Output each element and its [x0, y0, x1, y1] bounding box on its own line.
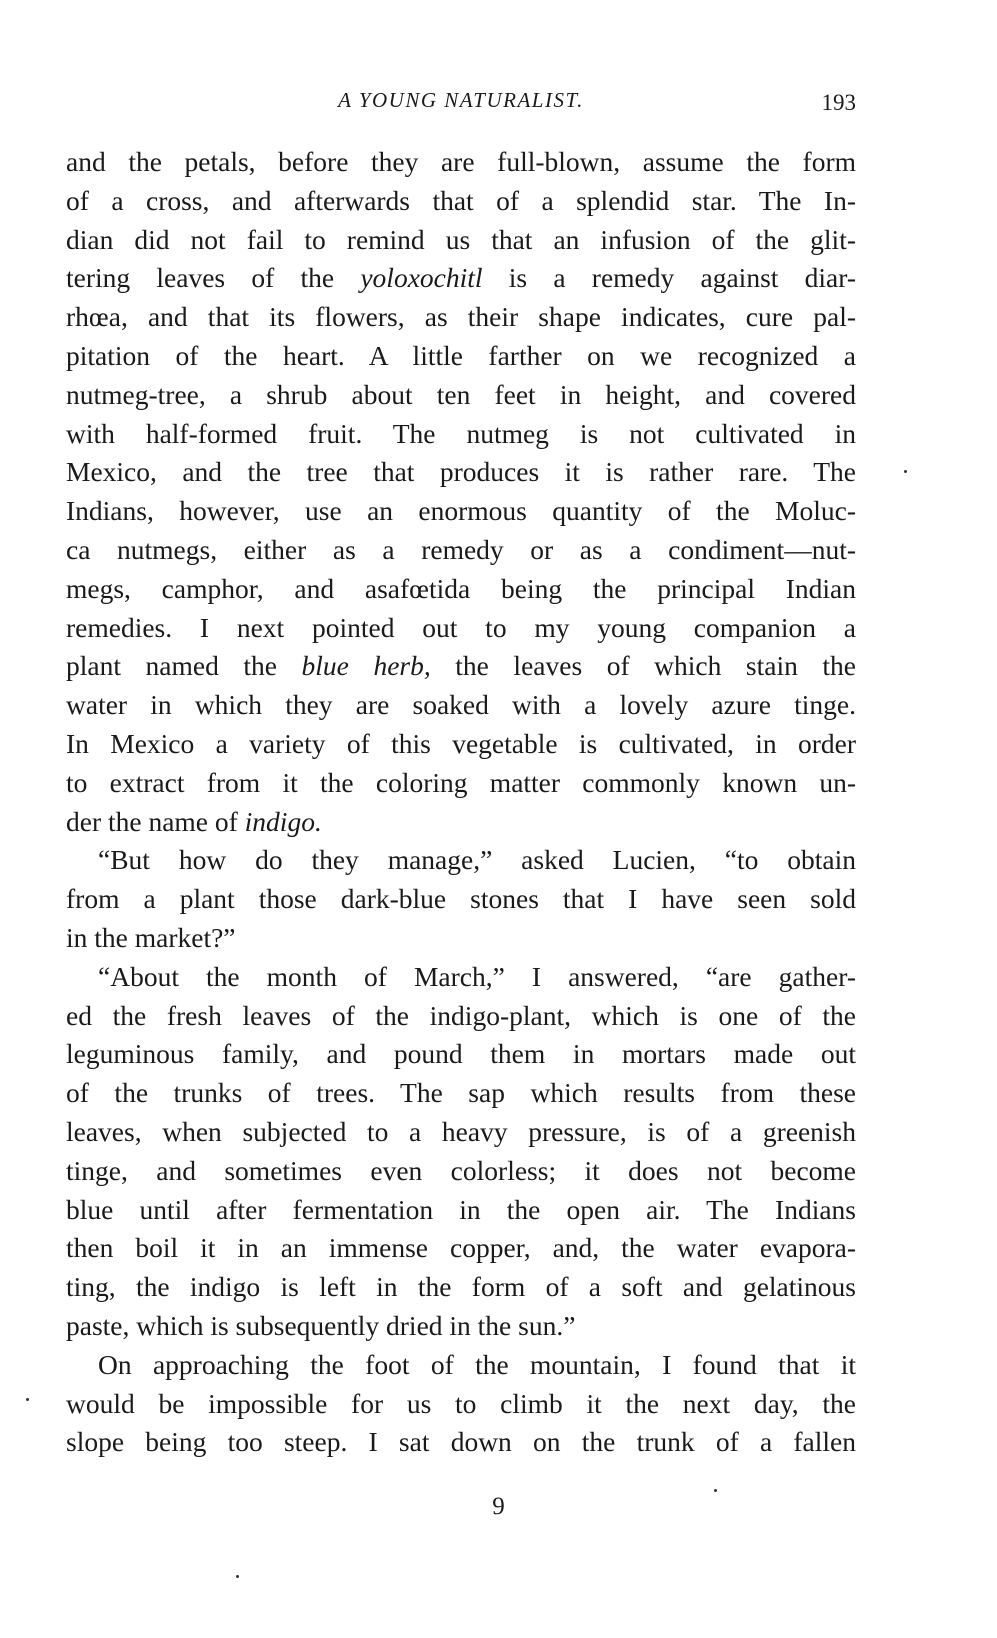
scan-speck	[236, 1575, 239, 1578]
text-line: remedies. I next pointed out to my young companion a	[66, 611, 856, 643]
text-line: nutmeg-tree, a shrub about ten feet in height, and covered	[66, 378, 856, 410]
text-line: Mexico, and the tree that produces it is rather rare. The	[66, 456, 856, 488]
text-line: ca nutmegs, either as a remedy or as a condiment—nut-	[66, 533, 856, 565]
text-line: of the trunks of trees. The sap which results from these	[66, 1077, 856, 1109]
italic-term: yoloxochitl	[360, 262, 483, 294]
text-line: and the petals, before they are full-blown, assume the form	[66, 146, 856, 177]
paragraph-end-line: paste, which is subsequently dried in the sun.”	[66, 1309, 576, 1341]
text-line: ed the fresh leaves of the indigo-plant, which is one of the	[66, 999, 856, 1031]
text-line: megs, camphor, and asafœtida being the principal Indian	[66, 572, 856, 604]
text-line	[66, 259, 856, 298]
body-text	[66, 143, 856, 1462]
text-line: pitation of the heart. A little farther on we recognized a	[66, 339, 856, 371]
scan-speck	[714, 1489, 717, 1492]
scan-speck	[26, 1398, 29, 1401]
paragraph-end-line: in the market?”	[66, 921, 236, 953]
text-run: plant named the	[66, 650, 302, 682]
page-number: 193	[821, 90, 856, 115]
paragraph-start-line: “But how do they manage,” asked Lucien, “to obtain	[98, 844, 856, 876]
text-line: with half-formed fruit. The nutmeg is not cultivated in	[66, 417, 856, 449]
text-line: would be impossible for us to climb it the next day, the	[66, 1387, 856, 1419]
running-head	[66, 88, 856, 122]
text-run: tering leaves of the	[66, 262, 361, 294]
text-line: slope being too steep. I sat down on the trunk of a fallen	[66, 1426, 856, 1458]
text-line: In Mexico a variety of this vegetable is cultivated, in order	[66, 727, 856, 759]
text-run: the leaves of which stain the	[430, 650, 856, 682]
text-line: water in which they are soaked with a lovely azure tinge.	[66, 689, 856, 721]
paragraph-start-line: On approaching the foot of the mountain, I found that it	[98, 1348, 856, 1380]
text-run: is a remedy against diar-	[482, 262, 856, 294]
text-line: dian did not fail to remind us that an infusion of the glit-	[66, 223, 856, 255]
text-line: tinge, and sometimes even colorless; it does not become	[66, 1154, 856, 1186]
signature-mark: 9	[492, 1493, 505, 1520]
text-line: from a plant those dark-blue stones that I have seen sold	[66, 883, 856, 915]
text-line: then boil it in an immense copper, and, the water evapora-	[66, 1232, 856, 1264]
text-line: of a cross, and afterwards that of a splendid star. The In-	[66, 184, 856, 216]
text-line: rhœa, and that its flowers, as their shape indicates, cure pal-	[66, 301, 856, 333]
text-line: leaves, when subjected to a heavy pressure, is of a greenish	[66, 1115, 856, 1147]
scan-speck	[904, 470, 907, 473]
paragraph-end-line	[66, 803, 856, 842]
text-line: leguminous family, and pound them in mortars made out	[66, 1038, 856, 1070]
paragraph-start-line: “About the month of March,” I answered, “are gather-	[98, 960, 856, 992]
text-line: to extract from it the coloring matter commonly known un-	[66, 766, 856, 798]
text-line	[66, 647, 856, 686]
italic-term: indigo.	[244, 805, 322, 837]
text-run: der the name of	[66, 805, 245, 837]
running-title: A YOUNG NATURALIST.	[338, 88, 584, 112]
italic-term: blue herb,	[301, 650, 431, 682]
text-line: Indians, however, use an enormous quantity of the Moluc-	[66, 495, 856, 527]
text-line: ting, the indigo is left in the form of a soft and gelatinous	[66, 1271, 856, 1303]
text-line: blue until after fermentation in the open air. The Indians	[66, 1193, 856, 1225]
